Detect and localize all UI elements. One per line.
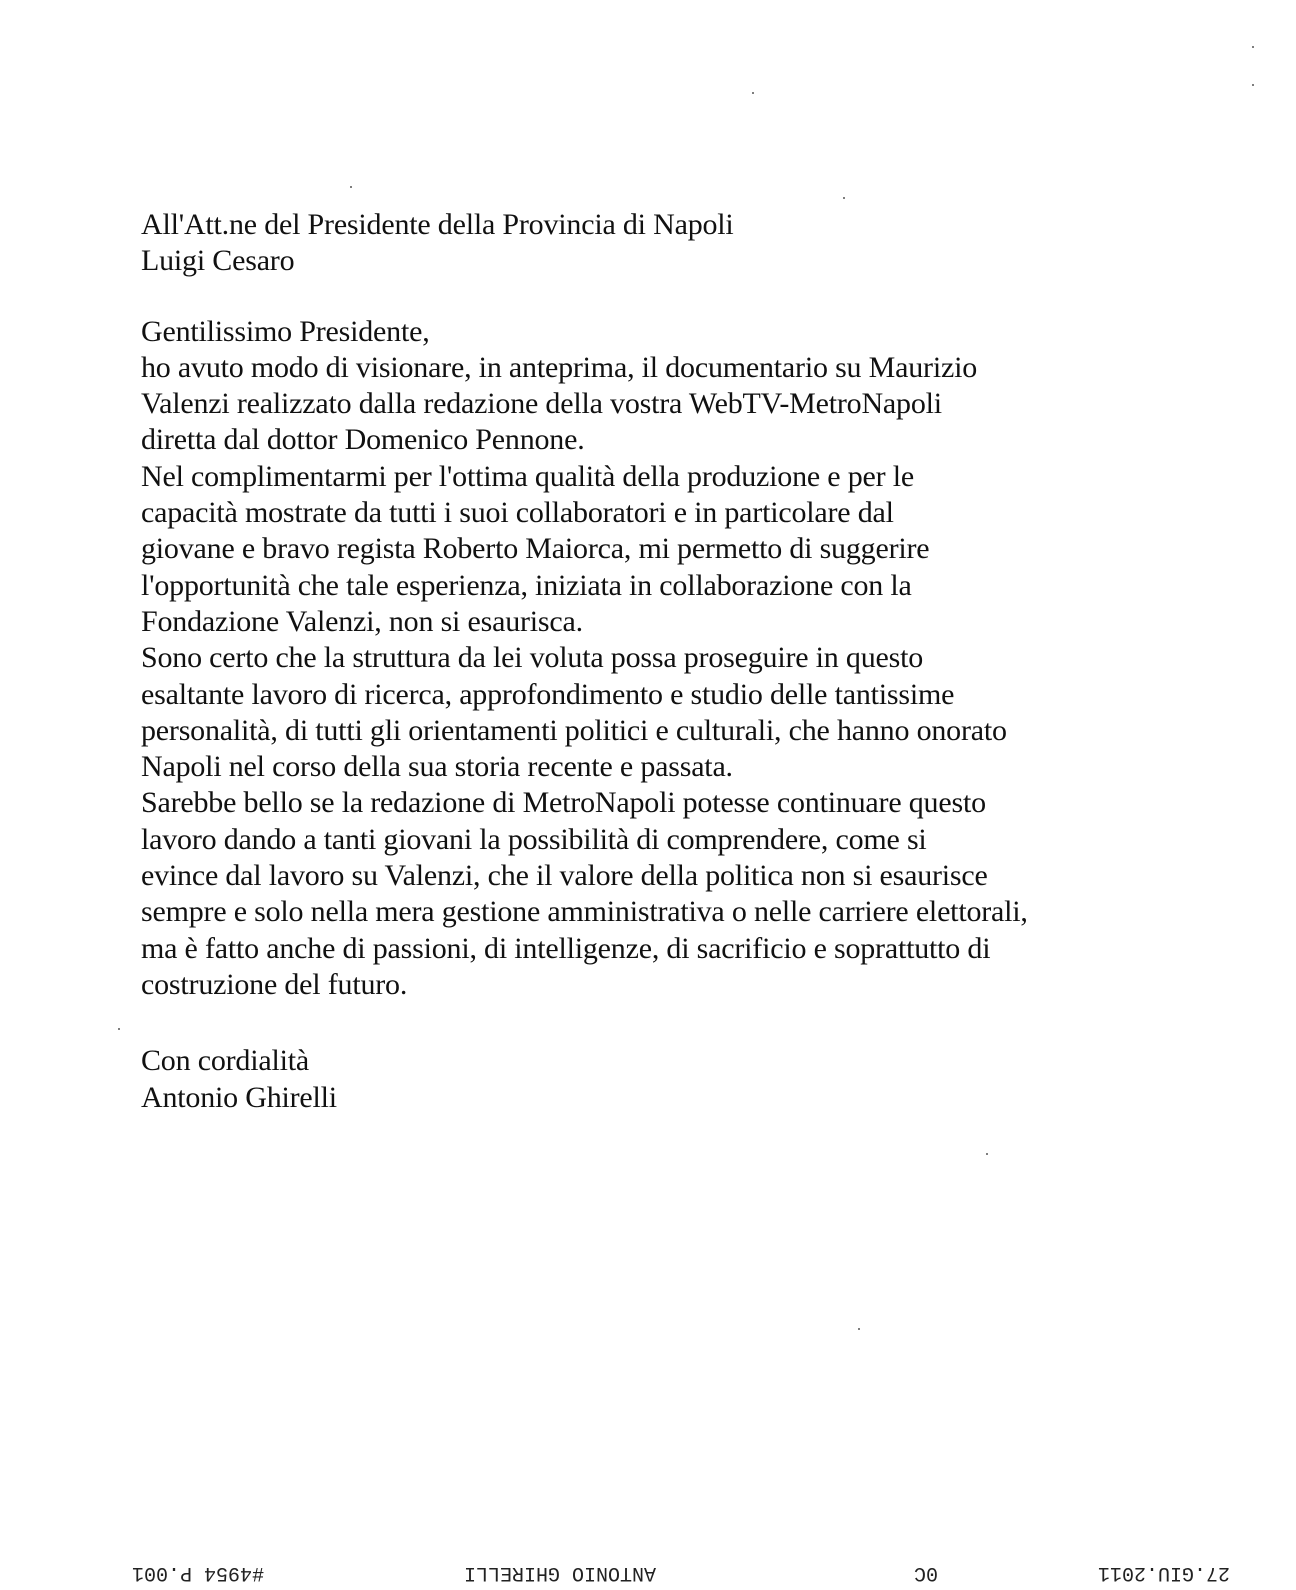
addressee-line: All'Att.ne del Presidente della Provincia di Napoli xyxy=(141,208,734,241)
addressee-block xyxy=(141,207,1201,280)
body-line: Napoli nel corso della sua storia recente e passata. xyxy=(141,750,733,784)
scan-speck xyxy=(118,1028,120,1030)
body-line: diretta dal dottor Domenico Pennone. xyxy=(141,423,585,457)
scan-speck xyxy=(1252,84,1254,86)
body-line: sempre e solo nella mera gestione amministrativa o nelle carriere elettorali, xyxy=(141,895,1028,929)
scan-speck xyxy=(752,92,754,94)
letter xyxy=(141,207,1201,1116)
body-line: costruzione del futuro. xyxy=(141,967,408,1001)
fax-time: 0C xyxy=(914,1561,939,1584)
body-line: Sono certo che la struttura da lei voluta possa proseguire in questo xyxy=(141,641,924,675)
body-line: ma è fatto anche di passioni, di intelligenze, di sacrificio e soprattutto di xyxy=(141,931,991,965)
closing-block xyxy=(141,1043,1201,1116)
letter-body xyxy=(141,314,1201,1004)
salutation: Gentilissimo Presidente, xyxy=(141,314,430,348)
body-line: Fondazione Valenzi, non si esaurisca. xyxy=(141,604,583,638)
body-line: personalità, di tutti gli orientamenti politici e culturali, che hanno onorato xyxy=(141,713,1007,747)
scan-speck xyxy=(843,197,845,199)
body-line: capacità mostrate da tutti i suoi collaboratori e in particolare dal xyxy=(141,496,894,530)
scan-speck xyxy=(350,186,352,188)
fax-date: 27.GIU.2011 xyxy=(1098,1561,1231,1584)
body-line: esaltante lavoro di ricerca, approfondimento e studio delle tantissime xyxy=(141,677,955,711)
body-line: giovane e bravo regista Roberto Maiorca, mi permetto di suggerire xyxy=(141,532,930,566)
body-line: Sarebbe bello se la redazione di MetroNapoli potesse continuare questo xyxy=(141,786,986,820)
signature-name: Antonio Ghirelli xyxy=(141,1080,337,1114)
addressee-name: Luigi Cesaro xyxy=(141,244,295,278)
scan-speck xyxy=(1252,46,1254,48)
scan-speck xyxy=(858,1328,860,1330)
fax-transmission-header xyxy=(0,1560,1296,1590)
body-line: ho avuto modo di visionare, in anteprima, il documentario su Maurizio xyxy=(141,350,978,384)
body-line: l'opportunità che tale esperienza, iniziata in collaborazione con la xyxy=(141,568,912,602)
fax-sender: ANTONIO GHIRELLI xyxy=(464,1561,657,1584)
scan-speck xyxy=(986,1153,988,1155)
closing-greeting: Con cordialità xyxy=(141,1044,309,1078)
fax-page-info: #4954 P.001 xyxy=(132,1561,265,1584)
body-line: Valenzi realizzato dalla redazione della vostra WebTV-MetroNapoli xyxy=(141,387,942,421)
body-line: Nel complimentarmi per l'ottima qualità della produzione e per le xyxy=(141,459,914,493)
body-line: lavoro dando a tanti giovani la possibilità di comprendere, come si xyxy=(141,822,927,856)
body-line: evince dal lavoro su Valenzi, che il valore della politica non si esaurisce xyxy=(141,859,988,893)
